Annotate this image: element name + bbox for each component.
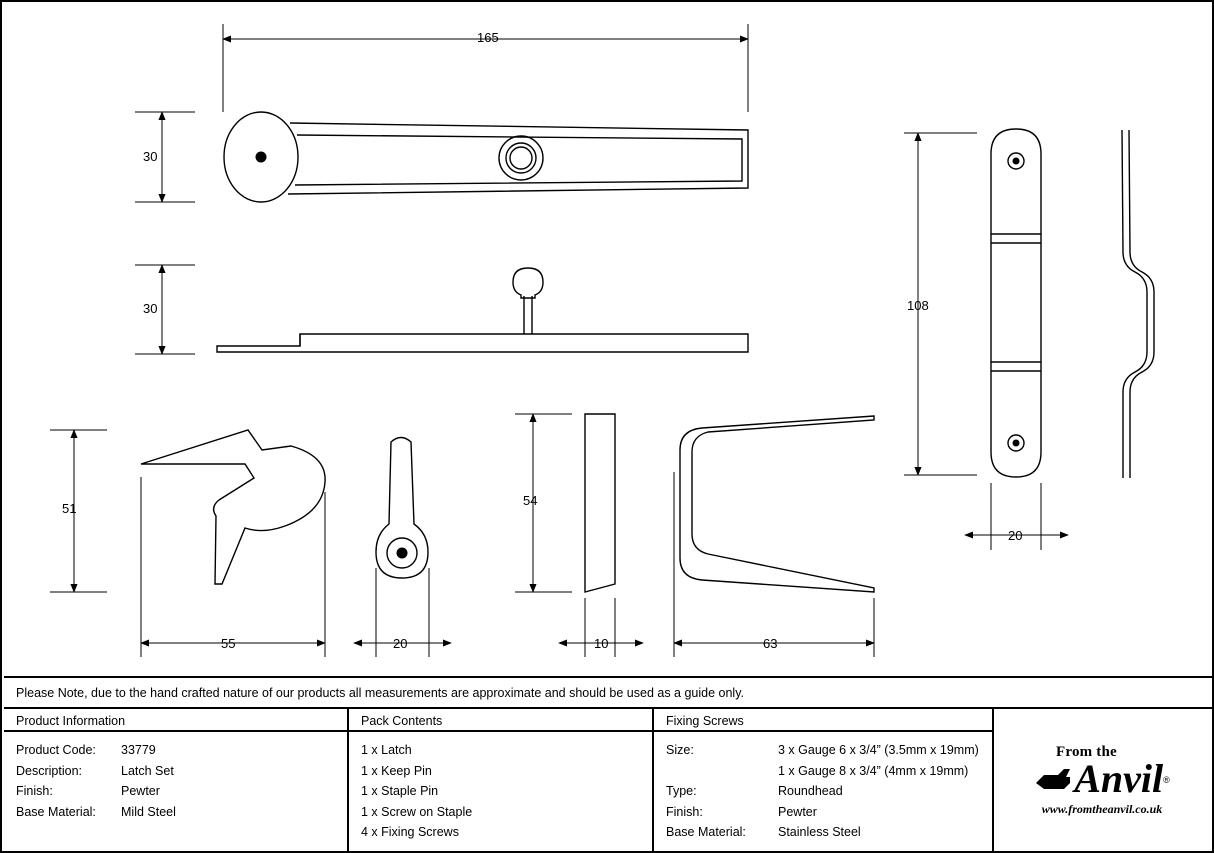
pack-contents-header: Pack Contents bbox=[349, 709, 652, 732]
table-row bbox=[666, 761, 992, 782]
dim-label-55: 55 bbox=[221, 636, 236, 651]
dim-label-20-side: 20 bbox=[1008, 528, 1023, 543]
dim-label-20-pin: 20 bbox=[393, 636, 408, 651]
row-label: Base Material: bbox=[16, 804, 96, 819]
dim-label-10: 10 bbox=[594, 636, 609, 651]
table-row bbox=[16, 740, 347, 761]
logo-top-text: From the bbox=[1056, 743, 1117, 760]
fixing-screws-header: Fixing Screws bbox=[654, 709, 992, 732]
table-row bbox=[16, 802, 347, 823]
pack-contents-body bbox=[349, 732, 652, 843]
row-label: Product Code: bbox=[16, 743, 96, 757]
dim-label-handle-height: 30 bbox=[143, 149, 158, 164]
row-value: Roundhead bbox=[778, 784, 843, 798]
dim-label-165: 165 bbox=[477, 30, 499, 45]
list-item: 1 x Keep Pin bbox=[361, 763, 432, 778]
list-item: 1 x Staple Pin bbox=[361, 784, 439, 798]
table-row bbox=[666, 781, 992, 802]
row-value: 1 x Gauge 8 x 3/4” (4mm x 19mm) bbox=[778, 763, 969, 778]
dim-label-keep-height: 30 bbox=[143, 301, 158, 316]
row-label: Finish: bbox=[666, 804, 703, 819]
logo-main-row bbox=[1034, 755, 1170, 801]
row-value: Pewter bbox=[121, 784, 160, 798]
row-value: Stainless Steel bbox=[778, 825, 861, 839]
fixing-screws-column bbox=[654, 709, 994, 851]
dim-label-63: 63 bbox=[763, 636, 778, 651]
row-value: Pewter bbox=[778, 804, 817, 819]
measurement-note: Please Note, due to the hand crafted nature of our products all measurements are approximate and should be used as a guide only. bbox=[16, 686, 745, 700]
dim-label-54: 54 bbox=[523, 493, 538, 508]
dim-label-108: 108 bbox=[907, 298, 929, 313]
brand-logo-column bbox=[994, 709, 1210, 851]
table-row bbox=[16, 781, 347, 802]
pack-contents-column bbox=[349, 709, 654, 851]
row-label: Base Material: bbox=[666, 825, 746, 839]
row-value: Latch Set bbox=[121, 763, 174, 778]
list-item: 1 x Latch bbox=[361, 743, 412, 757]
logo-main-text: Anvil bbox=[1074, 755, 1164, 801]
table-row bbox=[666, 802, 992, 823]
table-row bbox=[666, 740, 992, 761]
row-label: Finish: bbox=[16, 784, 53, 798]
row-label: Description: bbox=[16, 763, 82, 778]
fixing-screws-body bbox=[654, 732, 992, 843]
registered-trademark-icon: ® bbox=[1163, 774, 1170, 785]
brand-logo bbox=[994, 709, 1210, 851]
list-item: 4 x Fixing Screws bbox=[361, 825, 459, 839]
row-value: 3 x Gauge 6 x 3/4” (3.5mm x 19mm) bbox=[778, 743, 979, 757]
table-row bbox=[16, 761, 347, 782]
product-information-body bbox=[4, 732, 347, 822]
anvil-icon bbox=[1034, 763, 1074, 797]
row-label: Size: bbox=[666, 743, 694, 757]
row-value: 33779 bbox=[121, 743, 156, 757]
row-value: Mild Steel bbox=[121, 804, 176, 819]
table-row bbox=[666, 822, 992, 843]
list-item: 1 x Screw on Staple bbox=[361, 804, 473, 819]
row-label bbox=[666, 761, 778, 782]
row-label: Type: bbox=[666, 784, 697, 798]
product-information-column bbox=[4, 709, 349, 851]
info-tables bbox=[4, 709, 1212, 851]
dim-label-51: 51 bbox=[62, 501, 77, 516]
logo-url-text: www.fromtheanvil.co.uk bbox=[1041, 801, 1163, 816]
product-information-header: Product Information bbox=[4, 709, 347, 732]
